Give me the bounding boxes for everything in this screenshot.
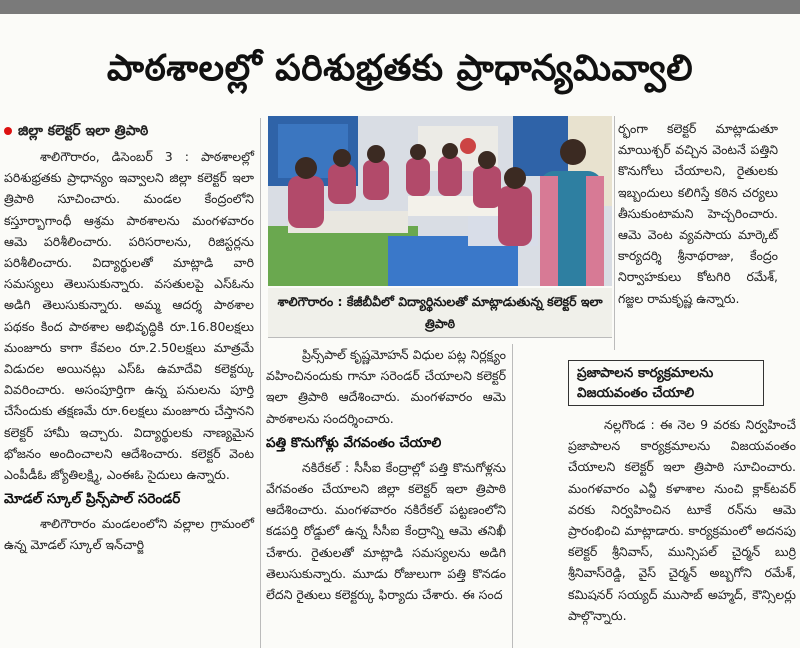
section-subhead: మోడల్ స్కూల్ ప్రిన్స్‌పాల్ సరెండర్ — [4, 491, 181, 508]
classroom-photo — [268, 116, 612, 286]
column-divider — [260, 118, 261, 648]
bullet-icon — [4, 127, 12, 135]
boxed-subhead: ప్రజాపాలన కార్యక్రమాలను విజయవంతం చేయాలి — [568, 360, 764, 406]
column-3-lower — [568, 414, 796, 626]
article-paragraph: నకిరేకల్ : సీసీఐ కేంద్రాల్లో పత్తి కొనుగోళ్లను వేగవంతం చేయాలని జిల్లా కలెక్టర్ ఇలా త్రిపాఠి ఆదేశించారు. మంగళవారం నకిరేకల్ పట్టణంలోని కడపర్తి రోడ్డులో ఉన్న సీసీఐ కేంద్రాన్ని ఆమె తనిఖీ చేశారు. రైతులతో మాట్లాడి సమస్యలను అడిగి తెలుసుకున్నారు. మూడు రోజులుగా పత్తి కొనడం లేదని రైతులు కలెక్టర్కు ఫిర్యాదు చేశారు. ఈ సంద — [266, 459, 506, 603]
column-divider — [614, 116, 615, 350]
article-paragraph: నల్లగొండ : ఈ నెల 9 వరకు నిర్వహించే ప్రజాపాలన కార్యక్రమాలను విజయవంతం చేయాలని కలెక్టర్ ఇలా త్రిపాఠి సూచించారు. మంగళవారం ఎన్జీ కళాశాల నుంచి క్లాక్‌టవర్ వరకు నిర్వహించిన టూకే రన్‌ను ఆమె ప్రారంభించి మాట్లాడారు. కార్యక్రమంలో అదనపు కలెక్టర్ శ్రీనివాస్, మున్సిపల్ చైర్మన్ బుర్రి శ్రీనివాస్‌రెడ్డి, వైస్ చైర్మన్ అబ్బగోని రమేశ్, కమిషనర్ సయ్యద్ ముసాబ్ అహ్మద్, కౌన్సిలర్లు పాల్గొన్నారు. — [568, 417, 796, 623]
photo-caption: శాలిగౌరారం : కేజీబీవీలో విద్యార్థినులతో మాట్లాడుతున్న కలెక్టర్ ఇలా త్రిపాఠి — [268, 288, 612, 338]
byline-text: జిల్లా కలెక్టర్ ఇలా త్రిపాఠి — [18, 123, 149, 139]
article-paragraph: ర్భంగా కలెక్టర్ మాట్లాడుతూ మాయిశ్చర్ వచ్చిన వెంటనే పత్తిని కొనుగోలు చేయాలని, రైతులకు ఇబ్బందులు కలిగిస్తే కఠిన చర్యలు తీసుకుంటామని హెచ్చరించారు. ఆమె వెంట వ్యవసాయ మార్కెట్ కార్యదర్శి శ్రీనాథరాజు, కేంద్రం నిర్వాహకులు కోటగిరి రమేశ్, గజ్జల రామకృష్ణ ఉన్నారు. — [618, 121, 778, 306]
byline — [4, 118, 254, 144]
article-paragraph: శాలిగౌరారం, డిసెంబర్ 3 : పాఠశాలల్లో పరిశుభ్రతకు ప్రాధాన్యం ఇవ్వాలని జిల్లా కలెక్టర్ ఇలా త్రిపాఠి సూచించారు. మండల కేంద్రంలోని కస్తూర్బాగాంధీ ఆశ్రమ పాఠశాలను మంగళవారం ఆమె పరిశీలించారు. పరిసరాలను, రిజిస్టర్లను పరిశీలించారు. విద్యార్థులతో మాట్లాడి వారి సమస్యలు తెలుసుకున్నారు. వసతులపై ఎస్ఓను అడిగి తెలుసుకున్నారు. అమ్మ ఆదర్శ పాఠశాల పథకం కింద పాఠశాల అభివృద్ధికి రూ.16.80లక్షలు మంజూరు కాగా కేవలం రూ.2.50లక్షలు మాత్రమే విడుదల అయినట్లు ఎస్ఓ ఉమాదేవి కలెక్టర్కు వివరించారు. అసంపూర్తిగా ఉన్న పనులను పూర్తి చేసేందుకు తక్షణమే రూ.6లక్షలు మంజూరు చేస్తానని కలెక్టర్ హామీ ఇచ్చారు. విద్యార్థులకు నాణ్యమైన భోజనం అందించాలని ఆదేశించారు. కలెక్టర్ వెంట ఎంపీడీఓ జ్యోతిలక్ష్మి, ఎంఈఓ సైదులు ఉన్నారు. — [4, 149, 254, 483]
headline: పాఠశాలల్లో పరిశుభ్రతకు ప్రాధాన్యమివ్వాలి — [106, 48, 694, 89]
column-divider — [512, 344, 513, 648]
column-3 — [618, 118, 778, 309]
column-2 — [266, 344, 506, 605]
article-paragraph: ప్రిన్స్‌పాల్ కృష్ణమోహన్ విధుల పట్ల నిర్లక్ష్యం వహించినందుకు గానూ సరెండర్ చేయాలని కలెక్టర్ ఇలా త్రిపాఠి ఆదేశించారు. మంగళవారం ఆమె పాఠశాలను సందర్శించారు. — [266, 347, 506, 426]
section-subhead: పత్తి కొనుగోళ్లు వేగవంతం చేయాలి — [266, 434, 442, 451]
top-bar — [0, 0, 800, 14]
column-1 — [4, 118, 254, 556]
article-paragraph: శాలిగౌరారం మండలంలోని వల్లాల గ్రామంలో ఉన్న మోడల్ స్కూల్ ఇన్‌చార్జి — [4, 516, 254, 553]
